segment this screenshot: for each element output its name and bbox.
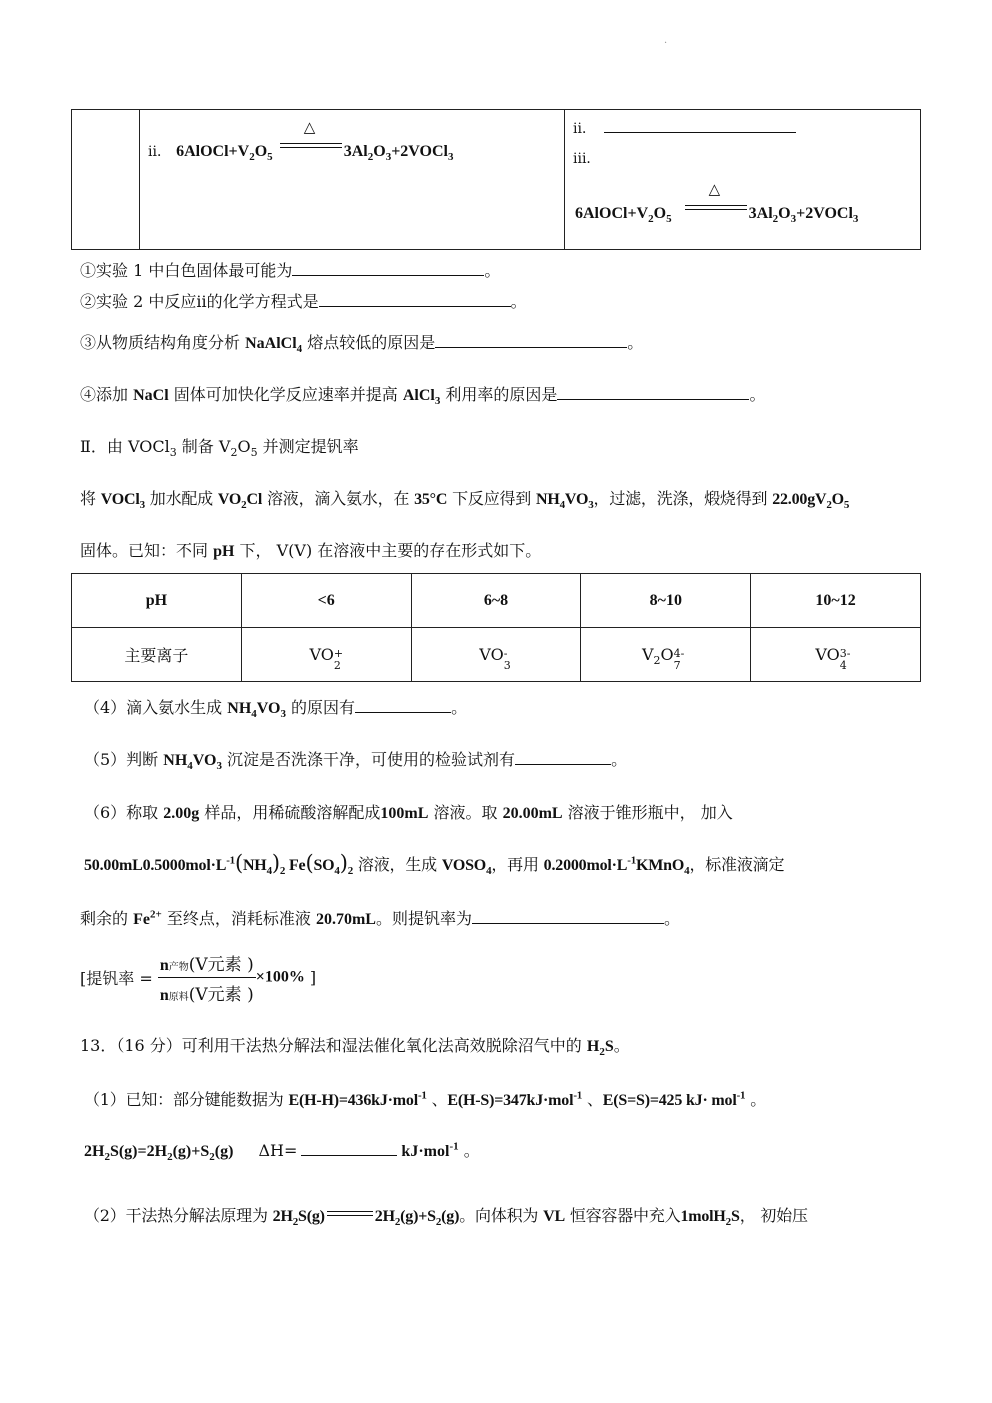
right-equation: $6AlOCl+V_2O_5$ △ $3Al_2O_3+2VOCl_3$: [575, 180, 859, 226]
question-2: ②实验 2 中反应ⅱ的化学方程式是 。: [80, 292, 527, 311]
question-13: 13．（16 分）可利用干法热分解法和湿法催化氧化法高效脱除沼气中的 $H_2S$。: [80, 1036, 630, 1059]
ion-cell: VO - 3: [411, 628, 581, 682]
row-label: 主要离子: [72, 628, 242, 682]
table-header: 10~12: [751, 574, 921, 628]
table-header: 8~10: [581, 574, 751, 628]
answer-blank-q3[interactable]: [435, 333, 627, 348]
yield-formula: [提钒率 = $\frac{\text{n产物(V元素 )}}{\text{n原料(V元素 )}}$ ×100% ]: [80, 950, 316, 1005]
question-p6-line3: 剩余的 $Fe^{2+}$ 至终点，消耗标准液 20.70mL。则提钒率为 。: [80, 908, 680, 928]
paragraph-2: 固体。已知：不同 pH 下， V(V) 在溶液中主要的存在形式如下。: [80, 541, 542, 560]
answer-blank-p4[interactable]: [355, 698, 451, 713]
answer-blank-q1[interactable]: [292, 261, 484, 276]
ph-ion-table: [71, 573, 921, 682]
mid-equation: ii． $6AlOCl+V_2O_5$ △ $3Al_2O_3+2VOCl_3$: [148, 118, 454, 164]
ion-cell: VO 3- 4: [751, 628, 921, 682]
table-cell-empty: [72, 110, 140, 250]
equilibrium-sign-icon: [327, 1211, 373, 1221]
question-p6-line2: $50.00mL0.5000mol\cdot L^{-1}(NH_4)_2$ $Fe(SO_4)_2$ 溶液，生成 $VOSO_4$，再用 $0.2000mol\cdot L^{-1}KMnO_4$，标准液滴定: [84, 851, 785, 878]
table-cell-middle: [140, 110, 565, 250]
paragraph-1: 将 VOCl$_3$ 加水配成 $VO_2Cl$ 溶液，滴入氨水，在 35°C 下反应得到 $NH_4VO_3$，过滤，洗涤，煅烧得到 $22.00gV_2O_5$: [80, 489, 850, 512]
question-4: ④添加 NaCl 固体可加快化学反应速率并提高 AlCl$_3$ 利用率的原因是 。: [80, 385, 766, 408]
table-header: <6: [241, 574, 411, 628]
question-13-1: （1）已知：部分键能数据为 E(H-H)=436kJ·mol$^{-1}$ 、E(H-S)=347kJ·mol$^{-1}$ 、E(S=S)=425 kJ· mol$^{-1}$ 。: [84, 1089, 767, 1109]
answer-blank-ii[interactable]: [604, 118, 796, 133]
answer-blank-q2[interactable]: [319, 292, 511, 307]
answer-blank-dh[interactable]: [301, 1141, 397, 1156]
reaction-table: [71, 109, 921, 250]
question-p6: （6）称取 2.00g 样品，用稀硫酸溶解配成100mL 溶液。取 20.00mL 溶液于锥形瓶中， 加入: [84, 803, 733, 822]
heat-arrow-icon: △: [280, 138, 342, 156]
right-iii: iii．: [573, 151, 601, 167]
answer-blank-p5[interactable]: [515, 750, 611, 765]
table-header-row: [72, 574, 921, 628]
table-header: pH: [72, 574, 242, 628]
heat-arrow-icon: △: [685, 200, 747, 218]
section-2-heading: Ⅱ．由 VOCl$_3$ 制备 $V_2O_5$ 并测定提钒率: [80, 437, 359, 460]
question-1: ①实验 1 中白色固体最可能为 。: [80, 261, 501, 280]
answer-blank-q4[interactable]: [557, 385, 749, 400]
table-header: 6~8: [411, 574, 581, 628]
right-ii: ii．: [573, 118, 796, 138]
top-dot: ·: [664, 38, 668, 49]
question-3: ③从物质结构角度分析 NaAlCl$_4$ 熔点较低的原因是 。: [80, 333, 644, 356]
table-row: [72, 628, 921, 682]
answer-blank-p6[interactable]: [472, 909, 664, 924]
question-p4: （4）滴入氨水生成 $NH_4VO_3$ 的原因有 。: [84, 698, 468, 721]
formula-fraction: $\frac{\text{n产物(V元素 )}}{\text{n原料(V元素 )}}$: [158, 950, 256, 1005]
table-cell-right: [565, 110, 921, 250]
question-13-2: （2）干法热分解法原理为 $2H_2S(g)$ $2H_2(g)+S_2(g)$。向体积为 VL 恒容容器中充入1molH$_2$S， 初始压: [84, 1206, 808, 1229]
question-p5: （5）判断 $NH_4VO_3$ 沉淀是否洗涤干净，可使用的检验试剂有 。: [84, 750, 628, 773]
question-13-equation: $2H_2S(g)=2H_2(g)+S_2(g)$ ΔH= kJ·mol$^{-1}$ 。: [84, 1140, 480, 1164]
ion-cell: VO + 2: [241, 628, 411, 682]
ion-cell: $V_2O$ 4- 7: [581, 628, 751, 682]
